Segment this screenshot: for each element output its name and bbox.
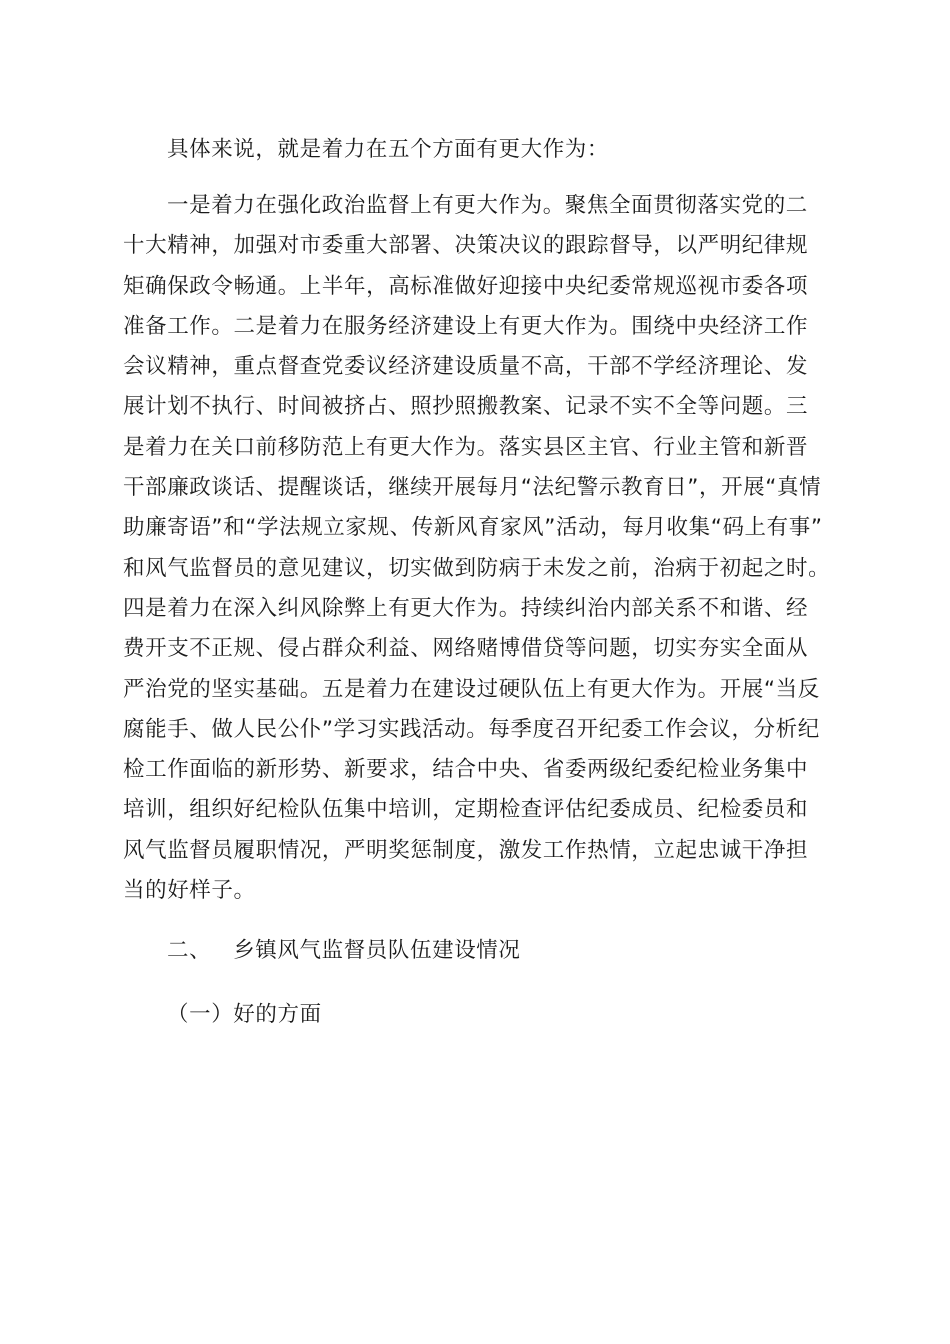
paragraph-line: 展计划不执行、时间被挤占、照抄照搬教案、记录不实不全等问题。三 <box>123 394 809 420</box>
paragraph-line: 当的好样子。 <box>123 878 256 904</box>
section-title: 乡镇风气监督员队伍建设情况 <box>233 938 521 964</box>
paragraph-line: 腐能手、做人民公仆”学习实践活动。每季度召开纪委工作会议，分析纪 <box>123 716 820 742</box>
section-number: 二、 <box>167 938 212 964</box>
paragraph-line: 会议精神，重点督查党委议经济建设质量不高，干部不学经济理论、发 <box>123 354 809 380</box>
paragraph-line: 矩确保政令畅通。上半年，高标准做好迎接中央纪委常规巡视市委各项 <box>123 273 809 299</box>
document-content <box>123 130 831 1035</box>
paragraph-line: 培训，组织好纪检队伍集中培训，定期检查评估纪委成员、纪检委员和 <box>123 797 809 823</box>
paragraph-line: 是着力在关口前移防范上有更大作为。落实县区主官、行业主管和新晋 <box>123 434 809 460</box>
paragraph-line: 和风气监督员的意见建议，切实做到防病于未发之前，治病于初起之时。 <box>123 555 831 581</box>
paragraph-line: 风气监督员履职情况，严明奖惩制度，激发工作热情，立起忠诚干净担 <box>123 837 809 863</box>
paragraph-line: 十大精神，加强对市委重大部署、决策决议的跟踪督导，以严明纪律规 <box>123 233 809 259</box>
subsection-heading: （一）好的方面 <box>167 1002 322 1028</box>
paragraph-line: 助廉寄语”和“学法规立家规、传新风育家风”活动，每月收集“码上有事” <box>123 515 823 541</box>
paragraph-line: 一是着力在强化政治监督上有更大作为。聚焦全面贯彻落实党的二 <box>167 193 808 218</box>
paragraph-line: 检工作面临的新形势、新要求，结合中央、省委两级纪委纪检业务集中 <box>123 757 809 783</box>
paragraph-line: 四是着力在深入纠风除弊上有更大作为。持续纠治内部关系不和谐、经 <box>123 595 809 621</box>
body-paragraph <box>123 186 831 911</box>
intro-paragraph: 具体来说，就是着力在五个方面有更大作为： <box>167 137 610 162</box>
paragraph-line: 准备工作。二是着力在服务经济建设上有更大作为。围绕中央经济工作 <box>123 313 809 339</box>
paragraph-line: 费开支不正规、侵占群众利益、网络赌博借贷等问题，切实夯实全面从 <box>123 636 809 662</box>
paragraph-line: 严治党的坚实基础。五是着力在建设过硬队伍上有更大作为。开展“当反 <box>123 676 820 702</box>
paragraph-line: 干部廉政谈话、提醒谈话，继续开展每月“法纪警示教育日”，开展“真情 <box>123 475 822 501</box>
section-heading <box>123 931 828 971</box>
